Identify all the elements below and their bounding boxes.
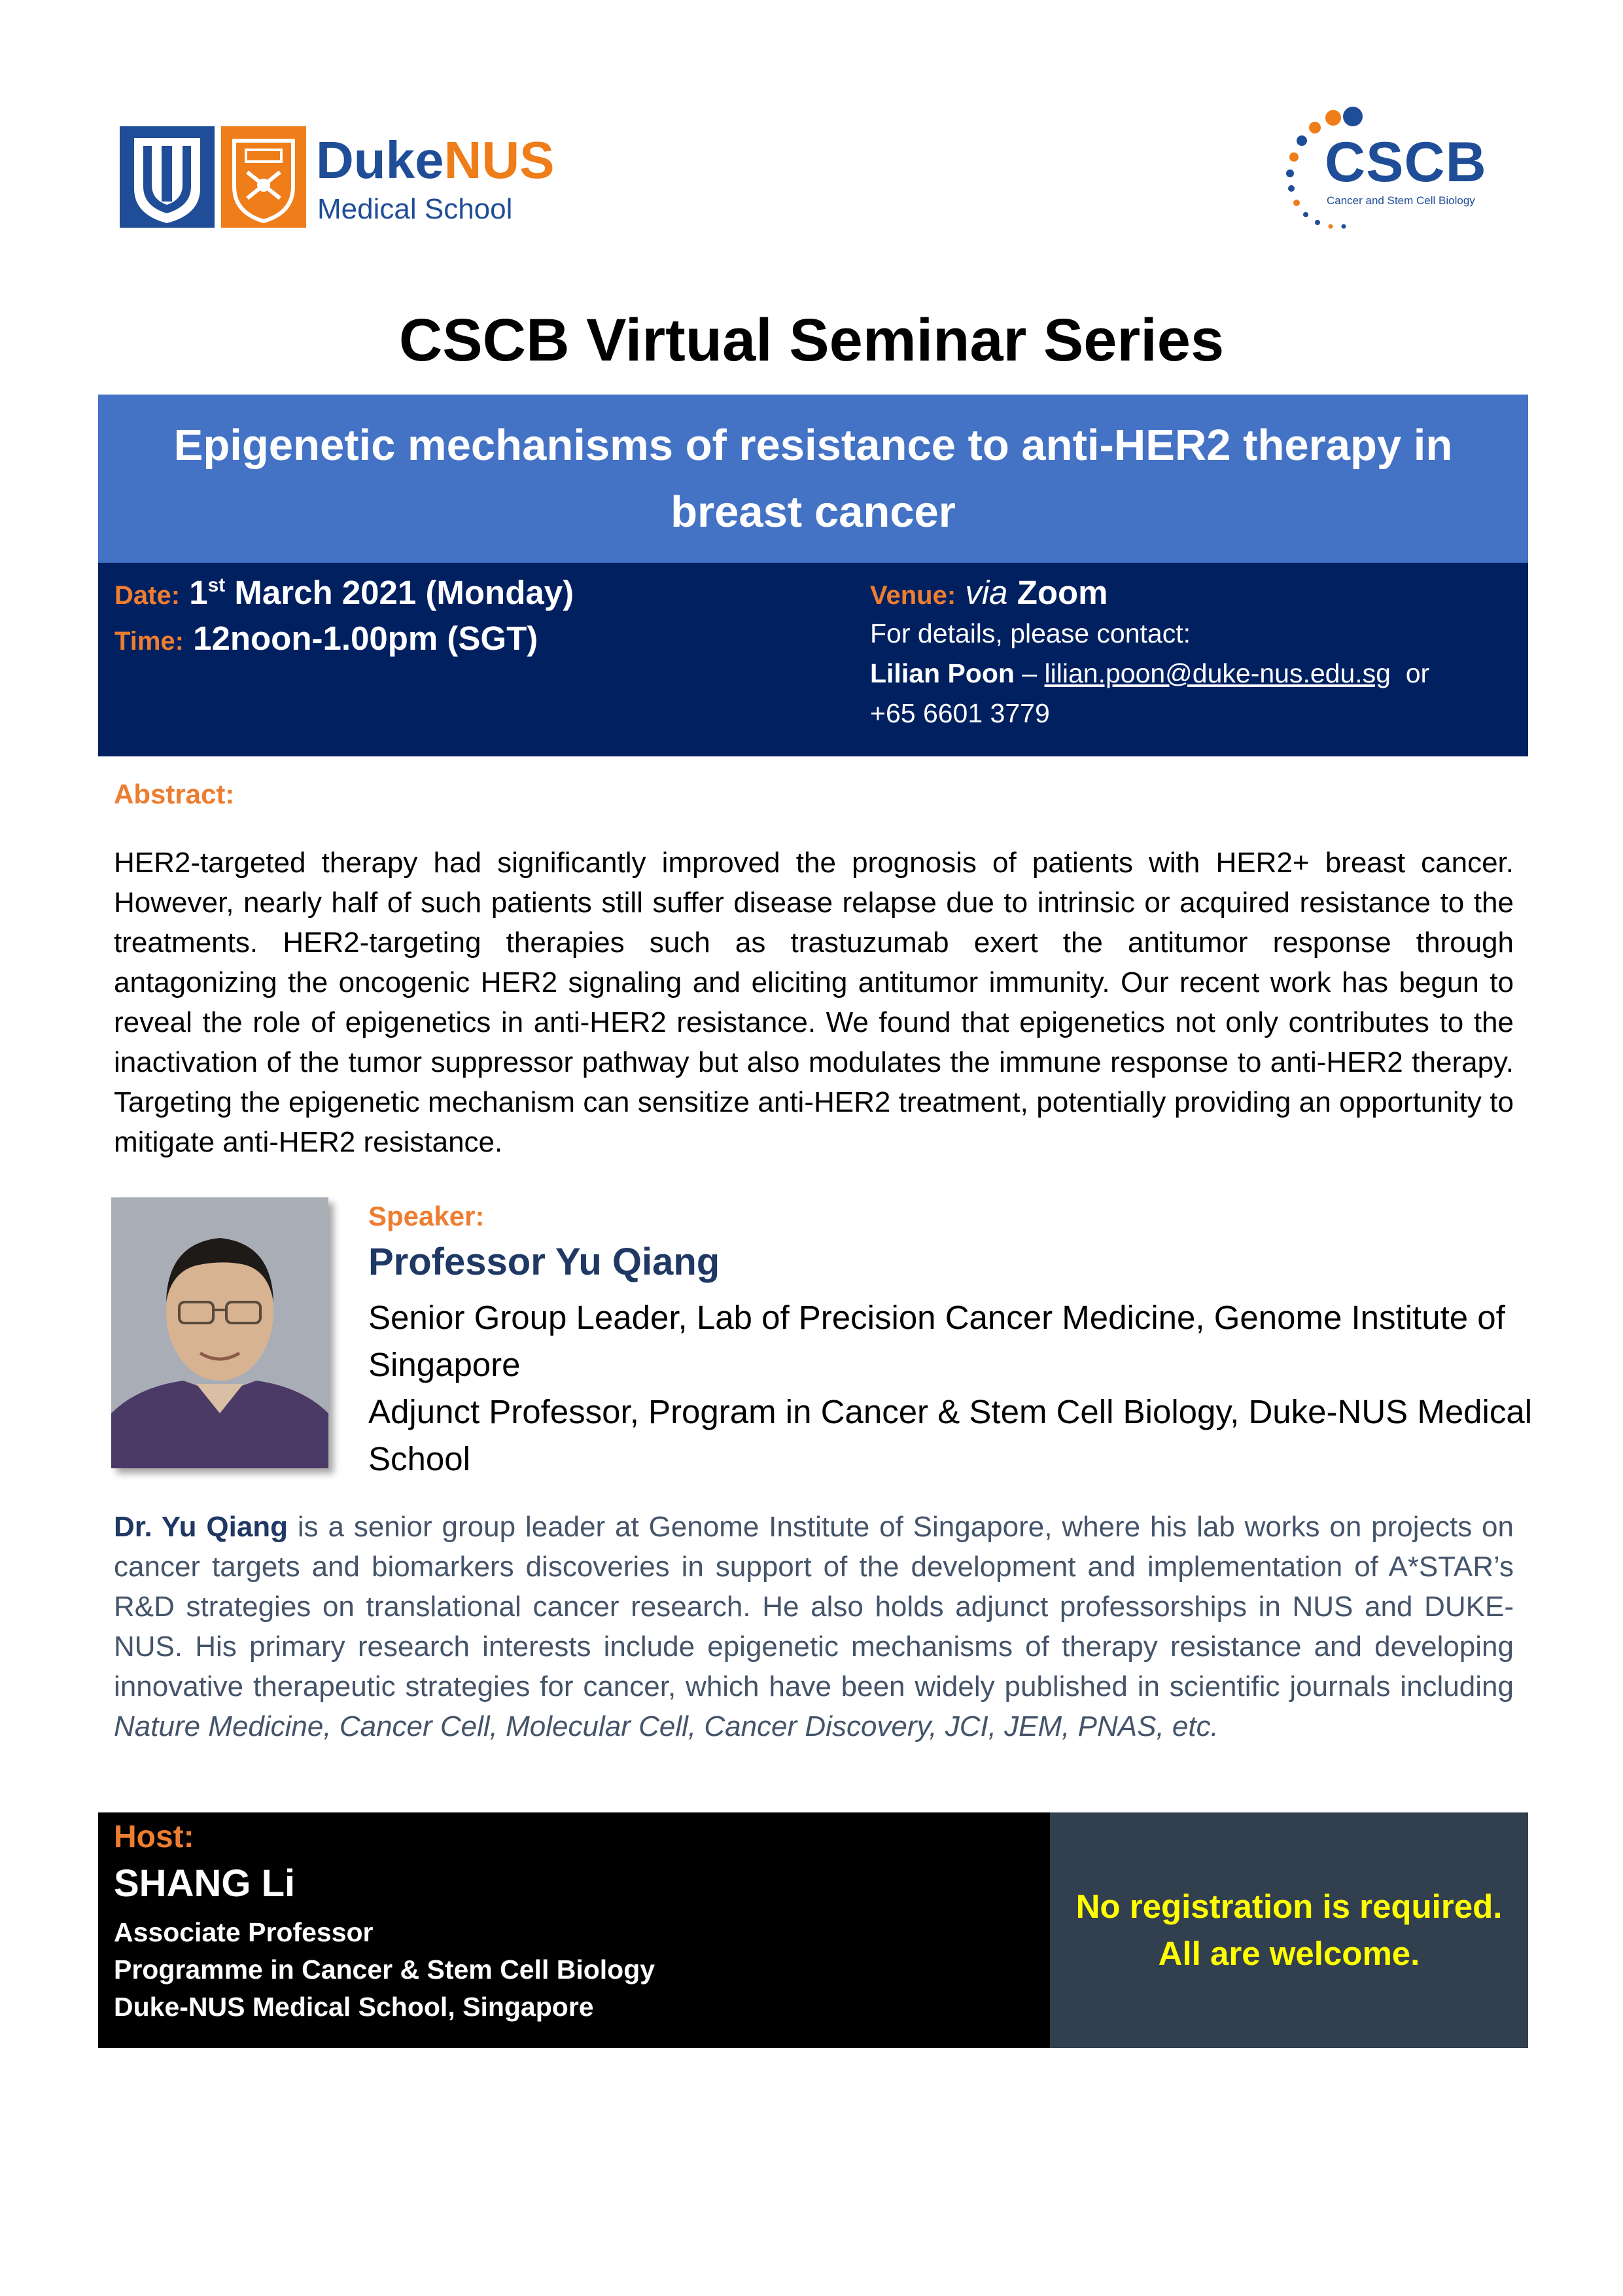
contact-line: [870, 654, 1429, 694]
contact-email-link[interactable]: lilian.poon@duke-nus.edu.sg: [1044, 658, 1391, 688]
registration-line-2: All are welcome.: [1158, 1935, 1420, 1972]
date-day: 1: [189, 574, 208, 611]
date-label: Date:: [114, 581, 181, 610]
cscb-subtitle: Cancer and Stem Cell Biology: [1327, 194, 1475, 207]
duke-nus-logo: [120, 126, 578, 231]
registration-line-1: No registration is required.: [1075, 1888, 1503, 1925]
contact-or: or: [1390, 658, 1430, 688]
duke-shield-icon: [120, 126, 215, 228]
date-suffix: st: [207, 574, 226, 596]
series-title: CSCB Virtual Seminar Series: [398, 307, 1225, 374]
host-panel: [98, 1812, 1050, 2048]
date-rest: March 2021 (Monday): [225, 574, 574, 611]
venue-line: [870, 569, 1108, 616]
cscb-logo: [1276, 105, 1505, 236]
registration-text: [1076, 1883, 1503, 1977]
contact-phone: +65 6601 3779: [870, 698, 1050, 728]
host-details: [114, 1914, 655, 2026]
contact-block: [870, 614, 1429, 733]
abstract-label: Abstract:: [114, 779, 235, 809]
host-institution: Duke-NUS Medical School, Singapore: [114, 1992, 594, 2022]
host-programme: Programme in Cancer & Stem Cell Biology: [114, 1954, 655, 1985]
time-line: [114, 615, 538, 662]
time-label: Time:: [114, 627, 184, 656]
event-info-band: [98, 563, 1528, 756]
registration-panel: [1050, 1812, 1528, 2048]
contact-name: Lilian Poon: [870, 658, 1015, 688]
bio-text: is a senior group leader at Genome Institute of Singapore, where his lab works on projects on cancer targets and biomarkers discoveries in support of the development and implementation of A*STAR’s R&D strategies on translational cancer research. He also holds adjunct professorships in NUS and DUKE-NUS. His primary research interests include epigenetic mechanisms of therapy resistance and developing innovative therapeutic strategies for cancer, which have been widely published in scientific journals including: [114, 1511, 1514, 1703]
nus-crest-icon: [221, 126, 306, 228]
contact-intro: For details, please contact:: [870, 618, 1191, 648]
cscb-wordmark: CSCB: [1325, 131, 1487, 194]
host-label: Host:: [114, 1820, 194, 1854]
duke-nus-wordmark: DukeNUS: [316, 131, 555, 189]
bio-journals: Nature Medicine, Cancer Cell, Molecular Cell, Cancer Discovery, JCI, JEM, PNAS, etc.: [114, 1710, 1219, 1742]
speaker-role-2: Adjunct Professor, Program in Cancer & Stem Cell Biology, Duke-NUS Medical School: [368, 1393, 1533, 1477]
speaker-role-1: Senior Group Leader, Lab of Precision Cancer Medicine, Genome Institute of Singapore: [368, 1299, 1505, 1383]
host-title: Associate Professor: [114, 1917, 374, 1947]
date-line: [114, 569, 574, 616]
abstract-body: HER2-targeted therapy had significantly improved the prognosis of patients with HER2+ breast cancer. However, nearly half of such patients still suffer disease relapse due to intrinsic or acquired resistance to the treatments. HER2-targeting therapies such as trastuzumab exert the antitumor response through antagonizing the oncogenic HER2 signaling and eliciting antitumor immunity. Our recent work has begun to reveal the role of epigenetics in anti-HER2 resistance. We found that epigenetics not only contributes to the inactivation of the tumor suppressor pathway but also modulates the immune response to anti-HER2 therapy. Targeting the epigenetic mechanism can sensitize anti-HER2 treatment, potentially providing an opportunity to mitigate anti-HER2 resistance.: [114, 847, 1514, 1158]
venue-value: Zoom: [1017, 574, 1108, 611]
time-value: 12noon-1.00pm (SGT): [193, 620, 538, 657]
talk-title-banner: [98, 395, 1528, 563]
speaker-bio: [114, 1507, 1514, 1746]
bio-name: Dr. Yu Qiang: [114, 1511, 288, 1543]
speaker-name: Professor Yu Qiang: [368, 1241, 720, 1283]
speaker-roles: [368, 1294, 1533, 1483]
venue-via: via: [965, 574, 1008, 611]
contact-dash: –: [1014, 658, 1045, 688]
speaker-photo: [111, 1197, 328, 1468]
host-name: SHANG Li: [114, 1862, 296, 1905]
duke-nus-subtitle: Medical School: [317, 193, 513, 225]
venue-label: Venue:: [870, 581, 956, 610]
talk-title: Epigenetic mechanisms of resistance to anti-HER2 therapy in breast cancer: [173, 420, 1453, 537]
speaker-label: Speaker:: [368, 1201, 485, 1231]
